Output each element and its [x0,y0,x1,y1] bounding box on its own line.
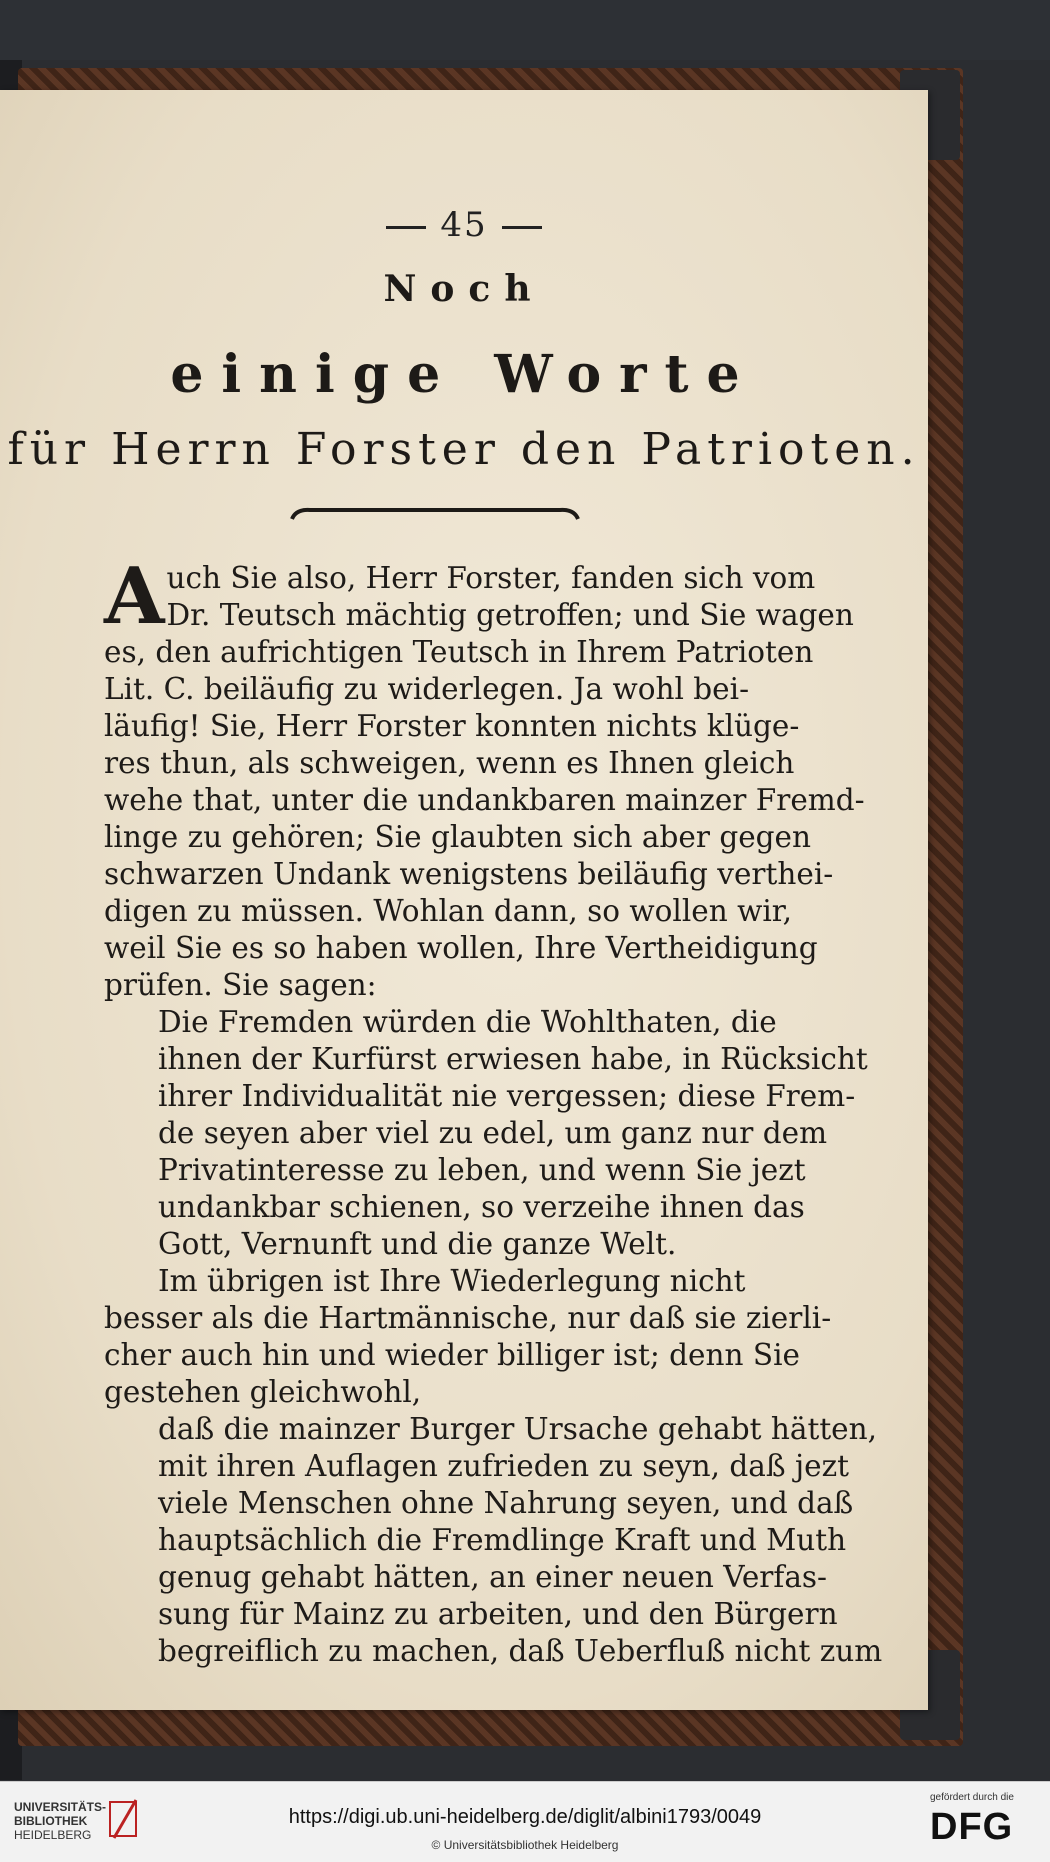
text-line: cher auch hin und wieder billiger ist; denn Sie [104,1338,800,1372]
quote-line: Gott, Vernunft und die ganze Welt. [158,1227,677,1261]
text-line: Dr. Teutsch mächtig getroffen; und Sie wagen [166,598,854,632]
text-line: linge zu gehören; Sie glaubten sich aber gegen [104,820,812,854]
text-line: gestehen gleichwohl, [104,1375,422,1409]
quote-line: ihnen der Kurfürst erwiesen habe, in Rücksicht [158,1042,868,1076]
quote-line: viele Menschen ohne Nahrung seyen, und daß [158,1486,854,1520]
text-line: schwarzen Undank wenigstens beiläufig verthei- [104,857,834,891]
body-text [104,551,883,1670]
quote-line: begreiflich zu machen, daß Ueberfluß nicht zum [158,1634,883,1668]
funded-by-label: gefördert durch die [930,1792,1014,1803]
quote-line: daß die mainzer Burger Ursache gehabt hätten, [158,1412,878,1446]
logo-line-2: BIBLIOTHEK [14,1814,88,1828]
dash-left [386,226,426,229]
quote-line: undankbar schienen, so verzeihe ihnen das [158,1190,805,1224]
viewer-background [0,0,1050,60]
text-line: Im übrigen ist Ihre Wiederlegung nicht [158,1264,746,1298]
title-line-2: einige Worte [170,344,758,405]
text-line: digen zu müssen. Wohlan dann, so wollen wir, [104,894,793,928]
logo-line-3: HEIDELBERG [14,1828,92,1842]
text-line: wehe that, unter die undankbaren mainzer Fremd- [104,783,865,817]
text-line: res thun, als schweigen, wenn es Ihnen gleich [104,746,795,780]
quote-line: mit ihren Auflagen zufrieden zu seyn, daß jezt [158,1449,849,1483]
quote-line: ihrer Individualität nie vergessen; diese Frem- [158,1079,856,1113]
page-number [0,205,928,245]
logo-line-1: UNIVERSITÄTS- [14,1800,107,1814]
dash-right [502,226,542,229]
quote-line: Privatinteresse zu leben, und wenn Sie jezt [158,1153,806,1187]
page-number-text: 45 [440,205,488,245]
text-line: Lit. C. beiläufig zu widerlegen. Ja wohl bei- [104,672,750,706]
copyright-text: © Universitätsbibliothek Heidelberg [431,1838,619,1852]
text-line: läufig! Sie, Herr Forster konnten nichts klüge- [104,709,800,743]
title-line-1: Noch [383,268,545,310]
drop-cap: A [104,551,165,642]
text-line: prüfen. Sie sagen: [104,968,377,1002]
quote-line: genug gehabt hätten, an einer neuen Verfas- [158,1560,828,1594]
text-line: es, den aufrichtigen Teutsch in Ihrem Patrioten [104,635,814,669]
quote-line: hauptsächlich die Fremdlinge Kraft und Muth [158,1523,847,1557]
dfg-logo: DFG [930,1806,1014,1848]
ornament-rule [290,505,580,523]
quote-line: de seyen aber viel zu edel, um ganz nur dem [158,1116,828,1150]
permalink[interactable]: https://digi.ub.uni-heidelberg.de/diglit/albini1793/0049 [288,1806,762,1828]
quote-line: sung für Mainz zu arbeiten, und den Bürgern [158,1597,838,1631]
title-line-3: für Herrn Forster den Patrioten. [7,424,921,475]
quote-line: Die Fremden würden die Wohlthaten, die [158,1005,777,1039]
text-line: weil Sie es so haben wollen, Ihre Vertheidigung [104,931,818,965]
text-line: besser als die Hartmännische, nur daß sie zierli- [104,1301,832,1335]
viewer-footer [0,1781,1050,1862]
text-line: uch Sie also, Herr Forster, fanden sich vom [166,561,816,595]
